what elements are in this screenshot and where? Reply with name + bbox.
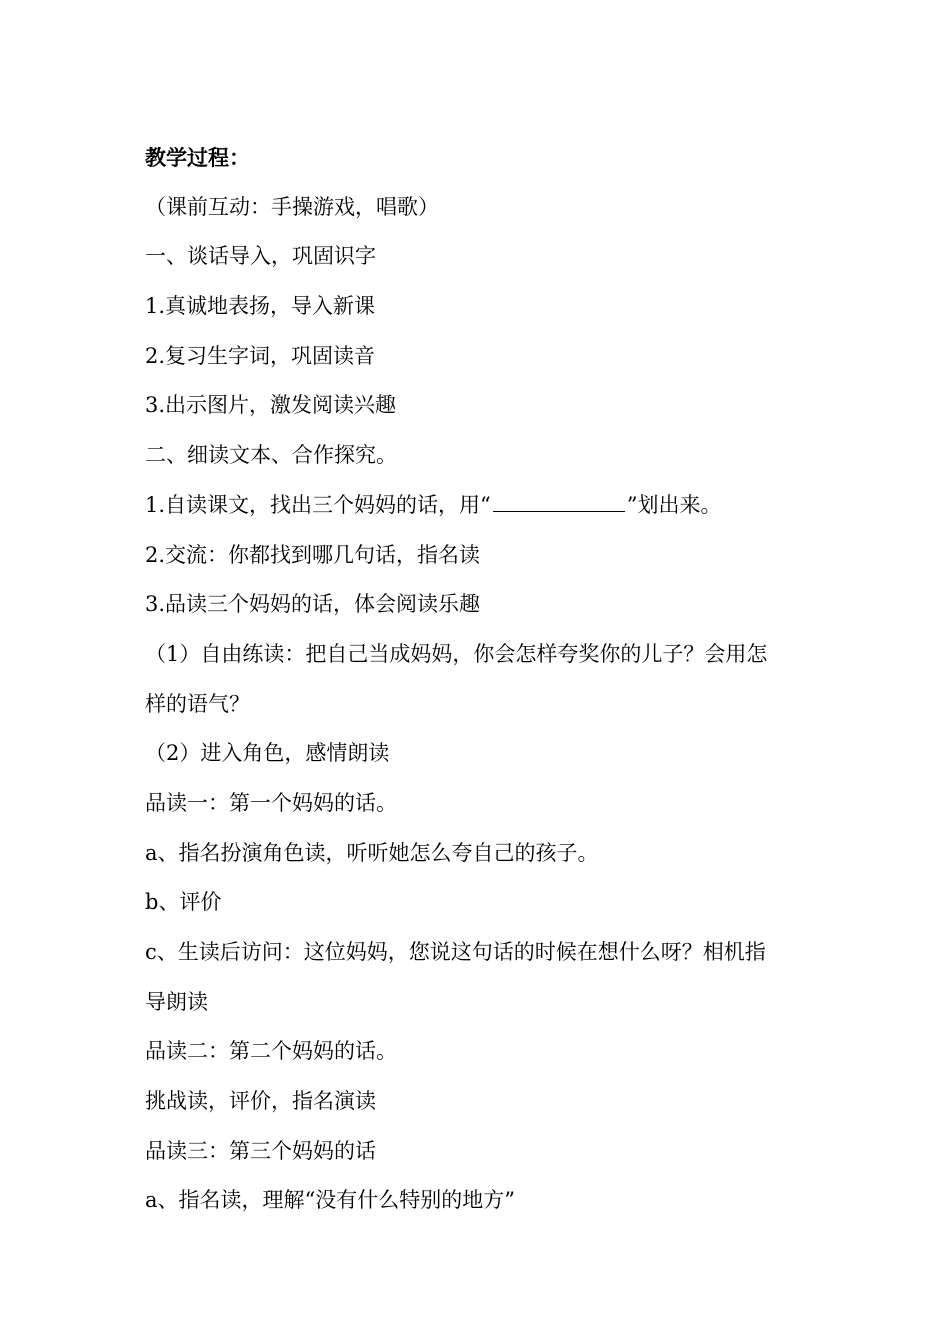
- text-line: 导朗读: [145, 989, 208, 1014]
- blank-line-after: ”划出来。: [626, 492, 722, 517]
- text-line: 品读二：第二个妈妈的话。: [145, 1039, 397, 1064]
- blank-line-before: 1.自读课文，找出三个妈妈的话，用“: [145, 492, 491, 517]
- text-line: 品读一：第一个妈妈的话。: [145, 790, 397, 815]
- document-page: [145, 133, 825, 1226]
- text-line: c、生读后访问：这位妈妈，您说这句话的时候在想什么呀？相机指: [145, 940, 766, 964]
- underline-blank: [493, 493, 625, 512]
- text-line: 3.品读三个妈妈的话，体会阅读乐趣: [145, 592, 481, 617]
- text-line: 一、谈话导入，巩固识字: [145, 244, 376, 269]
- text-line: a、指名读，理解“没有什么特别的地方”: [145, 1188, 515, 1213]
- section-title: 教学过程：: [145, 145, 250, 170]
- text-line: b、评价: [145, 890, 222, 915]
- text-line: （1）自由练读：把自己当成妈妈，你会怎样夸奖你的儿子？会用怎: [145, 641, 768, 666]
- text-line-with-blank: [145, 481, 825, 531]
- text-line: 品读三：第三个妈妈的话: [145, 1138, 376, 1163]
- text-line: （2）进入角色，感情朗读: [145, 741, 390, 766]
- text-line: 1.真诚地表扬，导入新课: [145, 294, 376, 319]
- text-line: 样的语气？: [145, 691, 250, 716]
- text-line: 2.复习生字词，巩固读音: [145, 343, 376, 368]
- text-line: 二、细读文本、合作探究。: [145, 443, 397, 468]
- text-line: 2.交流：你都找到哪几句话，指名读: [145, 542, 481, 567]
- text-line: a、指名扮演角色读，听听她怎么夸自己的孩子。: [145, 840, 599, 865]
- text-line: （课前互动：手操游戏，唱歌）: [145, 194, 439, 219]
- text-line: 挑战读，评价，指名演读: [145, 1089, 376, 1114]
- text-line: 3.出示图片，激发阅读兴趣: [145, 393, 397, 418]
